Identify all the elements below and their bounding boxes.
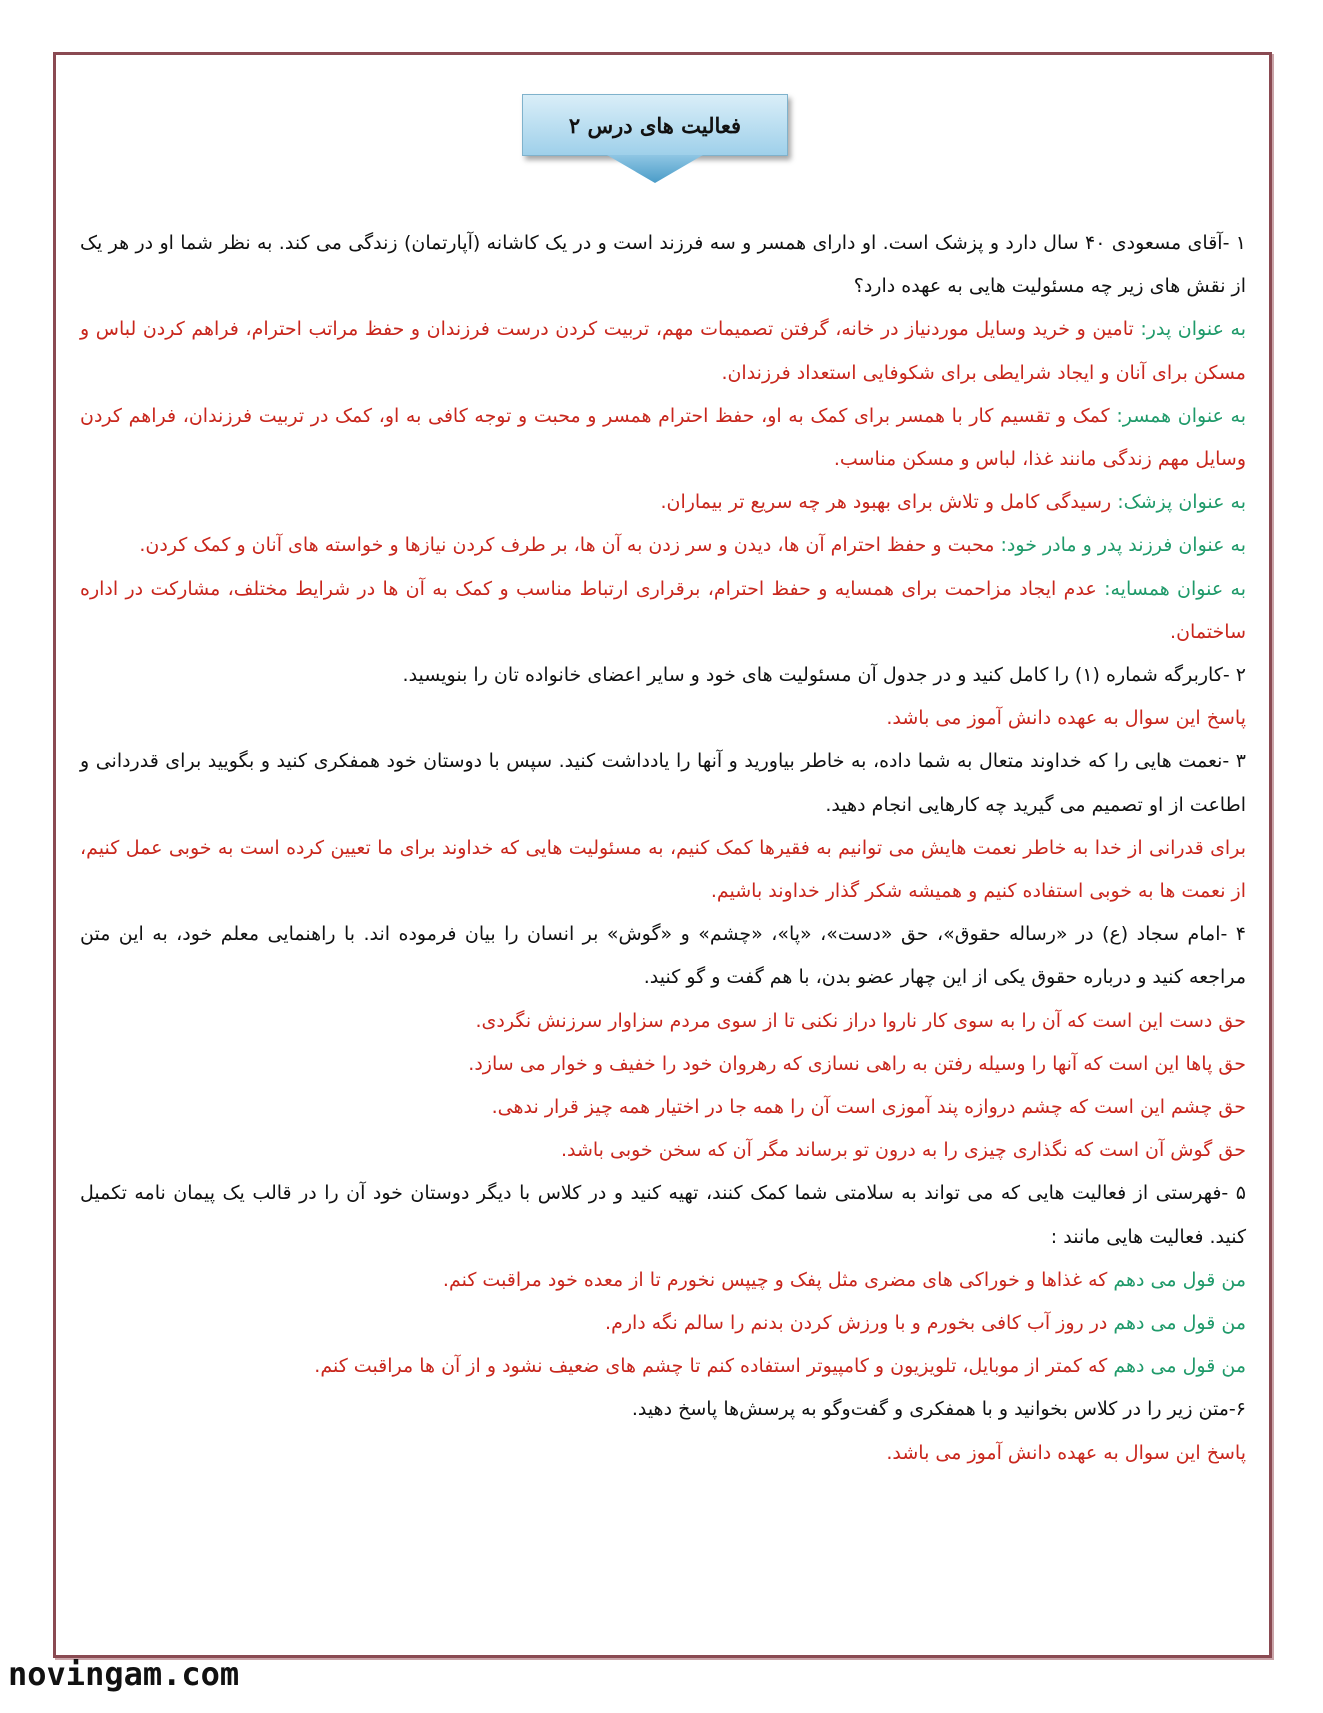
promise-label: من قول می دهم xyxy=(1113,1312,1246,1335)
answer-5-3 xyxy=(80,1345,1246,1388)
question-4: ۴ -امام سجاد (ع) در «رساله حقوق»، حق «دست»، «پا»، «چشم» و «گوش» بر انسان را بیان فرموده اند. با راهنمایی معلم خود، به این متن مراجعه کنید و درباره حقوق یکی از این چهار عضو بدن، با هم گفت و گو کنید. xyxy=(80,923,1246,989)
answer-4-feet: حق پاها این است که آنها را وسیله رفتن به راهی نسازی که رهروان خود را خفیف و خوار می سازد. xyxy=(468,1052,1246,1075)
activities-content xyxy=(80,222,1246,1475)
answer-1-neighbor xyxy=(80,568,1246,654)
answer-4-eye: حق چشم این است که چشم دروازه پند آموزی است آن را همه جا در اختیار همه چیز قرار ندهی. xyxy=(491,1096,1246,1119)
answer-text: در روز آب کافی بخورم و با ورزش کردن بدنم را سالم نگه دارم. xyxy=(605,1312,1114,1335)
role-label: به عنوان همسایه: xyxy=(1104,577,1246,600)
answer-5-2 xyxy=(80,1302,1246,1345)
answer-6: پاسخ این سوال به عهده دانش آموز می باشد. xyxy=(886,1441,1246,1464)
role-label: به عنوان پدر: xyxy=(1140,318,1246,341)
page-title: فعالیت های درس ۲ xyxy=(522,94,788,156)
answer-4-hand: حق دست این است که آن را به سوی کار ناروا دراز نکنی تا از سوی مردم سزاوار سرزنش نگردی. xyxy=(475,1009,1246,1032)
promise-label: من قول می دهم xyxy=(1113,1355,1246,1378)
role-label: به عنوان فرزند پدر و مادر خود: xyxy=(1000,534,1246,557)
answer-1-child xyxy=(80,524,1246,567)
answer-5-1 xyxy=(80,1259,1246,1302)
question-5: ۵ -فهرستی از فعالیت هایی که می تواند به سلامتی شما کمک کنند، تهیه کنید و در کلاس با دیگر دوستان خود آن را در قالب یک پیمان نامه تکمیل کنید. فعالیت هایی مانند : xyxy=(80,1182,1246,1248)
answer-text: عدم ایجاد مزاحمت برای همسایه و حفظ احترام، برقراری ارتباط مناسب و کمک به آن ها در شرایط مختلف، مشارکت در اداره ساختمان. xyxy=(80,577,1246,643)
answer-2: پاسخ این سوال به عهده دانش آموز می باشد. xyxy=(886,707,1246,730)
answer-text: کمک و تقسیم کار با همسر برای کمک به او، حفظ احترام همسر و محبت و توجه کافی به او، کمک در تربیت فرزندان، فراهم کردن وسایل مهم زندگی مانند غذا، لباس و مسکن مناسب. xyxy=(80,404,1246,471)
answer-text: که غذاها و خوراکی های مضری مثل پفک و چیپس نخورم تا از معده خود مراقبت کنم. xyxy=(442,1268,1114,1291)
answer-1-doctor xyxy=(80,481,1246,524)
question-2: ۲ -کاربرگه شماره (۱) را کامل کنید و در جدول آن مسئولیت های خود و سایر اعضای خانواده تان را بنویسید. xyxy=(402,664,1246,687)
question-3: ۳ -نعمت هایی را که خداوند متعال به شما داده، به خاطر بیاورید و آنها را یادداشت کنید. سپس با دوستان خود همفکری کنید و بگویید برای قدردانی و اطاعت از او تصمیم می گیرید چه کارهایی انجام دهید. xyxy=(80,750,1246,816)
answer-text: محبت و حفظ احترام آن ها، دیدن و سر زدن به آن ها، بر طرف کردن نیازها و خواسته های آنان و کمک کردن. xyxy=(139,534,1001,557)
answer-text: رسیدگی کامل و تلاش برای بهبود هر چه سریع تر بیماران. xyxy=(660,491,1118,514)
promise-label: من قول می دهم xyxy=(1113,1268,1246,1291)
answer-3: برای قدرانی از خدا به خاطر نعمت هایش می توانیم به فقیرها کمک کنیم، به مسئولیت هایی که خداوند برای ما تعیین کرده است به خوبی عمل کنیم، از نعمت ها به خوبی استفاده کنیم و همیشه شکر گذار خداوند باشیم. xyxy=(80,836,1246,903)
arrow-down-icon xyxy=(607,155,703,183)
site-watermark: novingam.com xyxy=(8,1655,240,1693)
question-6: ۶-متن زیر را در کلاس بخوانید و با همفکری و گفت‌وگو به پرسش‌ها پاسخ دهید. xyxy=(631,1398,1246,1421)
answer-text: که کمتر از موبایل، تلویزیون و کامپیوتر استفاده کنم تا چشم های ضعیف نشود و از آن ها مراقبت کنم. xyxy=(314,1355,1114,1378)
answer-text: تامین و خرید وسایل موردنیاز در خانه، گرفتن تصمیمات مهم، تربیت کردن درست فرزندان و حفظ مراتب احترام، فراهم کردن لباس و مسکن برای آنان و ایجاد شرایطی برای شکوفایی استعداد فرزندان. xyxy=(80,318,1246,384)
answer-4-ear: حق گوش آن است که نگذاری چیزی را به درون تو برساند مگر آن که سخن خوبی باشد. xyxy=(560,1139,1246,1162)
role-label: به عنوان همسر: xyxy=(1116,404,1246,427)
question-1: ۱ -آقای مسعودی ۴۰ سال دارد و پزشک است. او دارای همسر و سه فرزند است و در یک کاشانه (آپارتمان) زندگی می کند. به نظر شما او در هر یک از نقش های زیر چه مسئولیت هایی به عهده دارد؟ xyxy=(80,232,1246,298)
role-label: به عنوان پزشک: xyxy=(1117,491,1246,514)
answer-1-father xyxy=(80,308,1246,394)
answer-1-spouse xyxy=(80,395,1246,481)
